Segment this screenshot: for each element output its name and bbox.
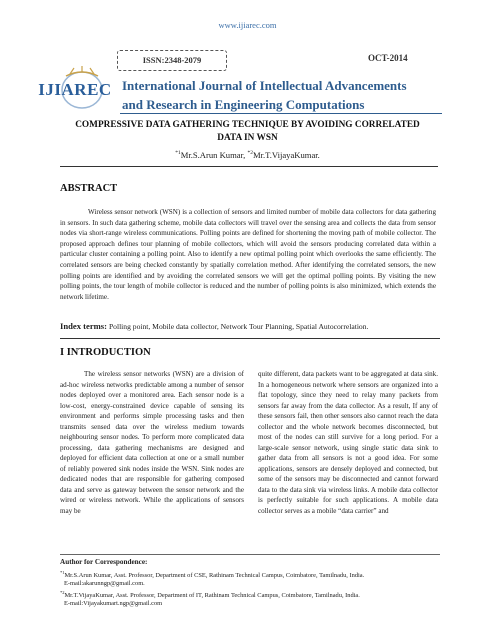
paper-title-line2: DATA IN WSN	[217, 133, 278, 143]
correspondence-mark2: *2	[60, 590, 65, 595]
correspondence-author1: Mr.S.Arun Kumar, Asst. Professor, Department of CSE, Rathinam Technical Campus, Coimbatore, Tamilnadu, India.	[64, 572, 365, 580]
index-divider	[60, 338, 440, 339]
issn-badge: ISSN:2348-2079	[117, 50, 227, 71]
correspondence-line3	[60, 590, 360, 599]
correspondence-author2: Mr.T.VijayaKumar, Asst. Professor, Department of IT, Rathinam Technical Campus, Coimbatore, Tamilnadu, India.	[64, 592, 360, 600]
journal-logo	[30, 66, 120, 112]
author1-name: Mr.S.Arun Kumar,	[180, 150, 246, 160]
title-divider	[60, 166, 438, 167]
site-url[interactable]: www.ijiarec.com	[218, 20, 277, 30]
paper-title-line1: COMPRESSIVE DATA GATHERING TECHNIQUE BY AVOIDING CORRELATED	[75, 120, 420, 130]
introduction-heading: I INTRODUCTION	[60, 347, 151, 358]
journal-name-line1: International Journal of Intellectual Advancements	[122, 78, 407, 93]
author1-mark: *1	[175, 150, 181, 157]
intro-left-column: The wireless sensor networks (WSN) are a division of ad-hoc wireless networks predictable among a number of sensor nodes deployed over a monitored area. Each sensor node is a low-cost, energy-constrained device capable of sensing its environment and performs simple processing tasks and then transmits sensed data over the wireless medium towards neighbouring sensor nodes. To perform more complicated data processing, data gathering mechanisms are designed and deployed for efficient data collection at one or a small number of reliably powered sink nodes inside the WSN. Sink nodes are dedicated nodes that are responsible for gathering composed data and serve as gateway between the sensor network and the wired or wireless network. While the applications of sensors may be	[60, 370, 244, 515]
correspondence-heading: Author for Correspondence:	[60, 558, 148, 566]
abstract-heading: ABSTRACT	[60, 183, 118, 194]
correspondence-mark1: *1	[60, 570, 65, 575]
author2-mark: *2	[247, 150, 253, 157]
author-list	[0, 150, 495, 160]
abstract-text: Wireless sensor network (WSN) is a collection of sensors and limited number of mobile data collectors for data gathering in sensors. In such data gathering scheme, mobile data collectors will travel over the sensing area and collects the data from sensor nodes via short-range wireless communications. Polling points are defined for shortening the moving path of mobile collector. The proposed approach defines tour planning of mobile collectors, which will avoid the sensors producing correlated data within a particular cluster containing a polling point. Also to identify a new optimal polling point which overlooks the same efficiently. The correlated sensors are being checked constantly by spatially correlation method. After identifying the correlated sensors, the new polling points are identified and by avoiding the correlated sensors we will get the optimal polling points. By visiting the new polling points, the tour length of mobile collector is reduced and the number of polling points is also minimized, which extends the network lifetime.	[60, 208, 436, 301]
header-divider	[120, 113, 442, 114]
correspondence-email1[interactable]: E-mail:akarunngp@gmail.com.	[64, 580, 145, 587]
correspondence-email2[interactable]: E-mail:Vijayakumart.ngp@gmail.com	[64, 600, 163, 607]
index-terms	[60, 321, 460, 331]
author2-name: Mr.T.VijayaKumar.	[252, 150, 320, 160]
journal-name	[122, 76, 407, 114]
index-terms-label: Index terms:	[60, 321, 108, 331]
paper-title	[40, 119, 455, 145]
correspondence-line1	[60, 570, 364, 579]
issue-date: OCT-2014	[368, 53, 408, 63]
footnote-divider	[60, 554, 440, 555]
index-terms-text: Polling point, Mobile data collector, Network Tour Planning, Spatial Autocorrelation.	[108, 322, 369, 331]
logo-text: IJIAREC	[38, 80, 112, 99]
journal-name-line2: and Research in Engineering Computations	[122, 97, 365, 112]
intro-right-column: quite different, data packets want to be aggregated at data sink. In a homogeneous network where sensors are organized into a flat topology, since they need to relay many packets from sensors far away from the data collector. As a result, If any of these sensors fail, then other sensors also cannot reach the data collector and the whole network becomes disconnected, but most of the nodes can still survive for a long period. For a large-scale sensor network, using single static data sink to gather data from all sensors is not a good idea. For some applications, sensors are densely deployed and connected, but some of the sensors may be disconnected and cannot forward data to the data sink via wireless links. A mobile data collector is perfectly suitable for such applications. A mobile data collector serves as a mobile “data carrier” and	[258, 370, 438, 515]
